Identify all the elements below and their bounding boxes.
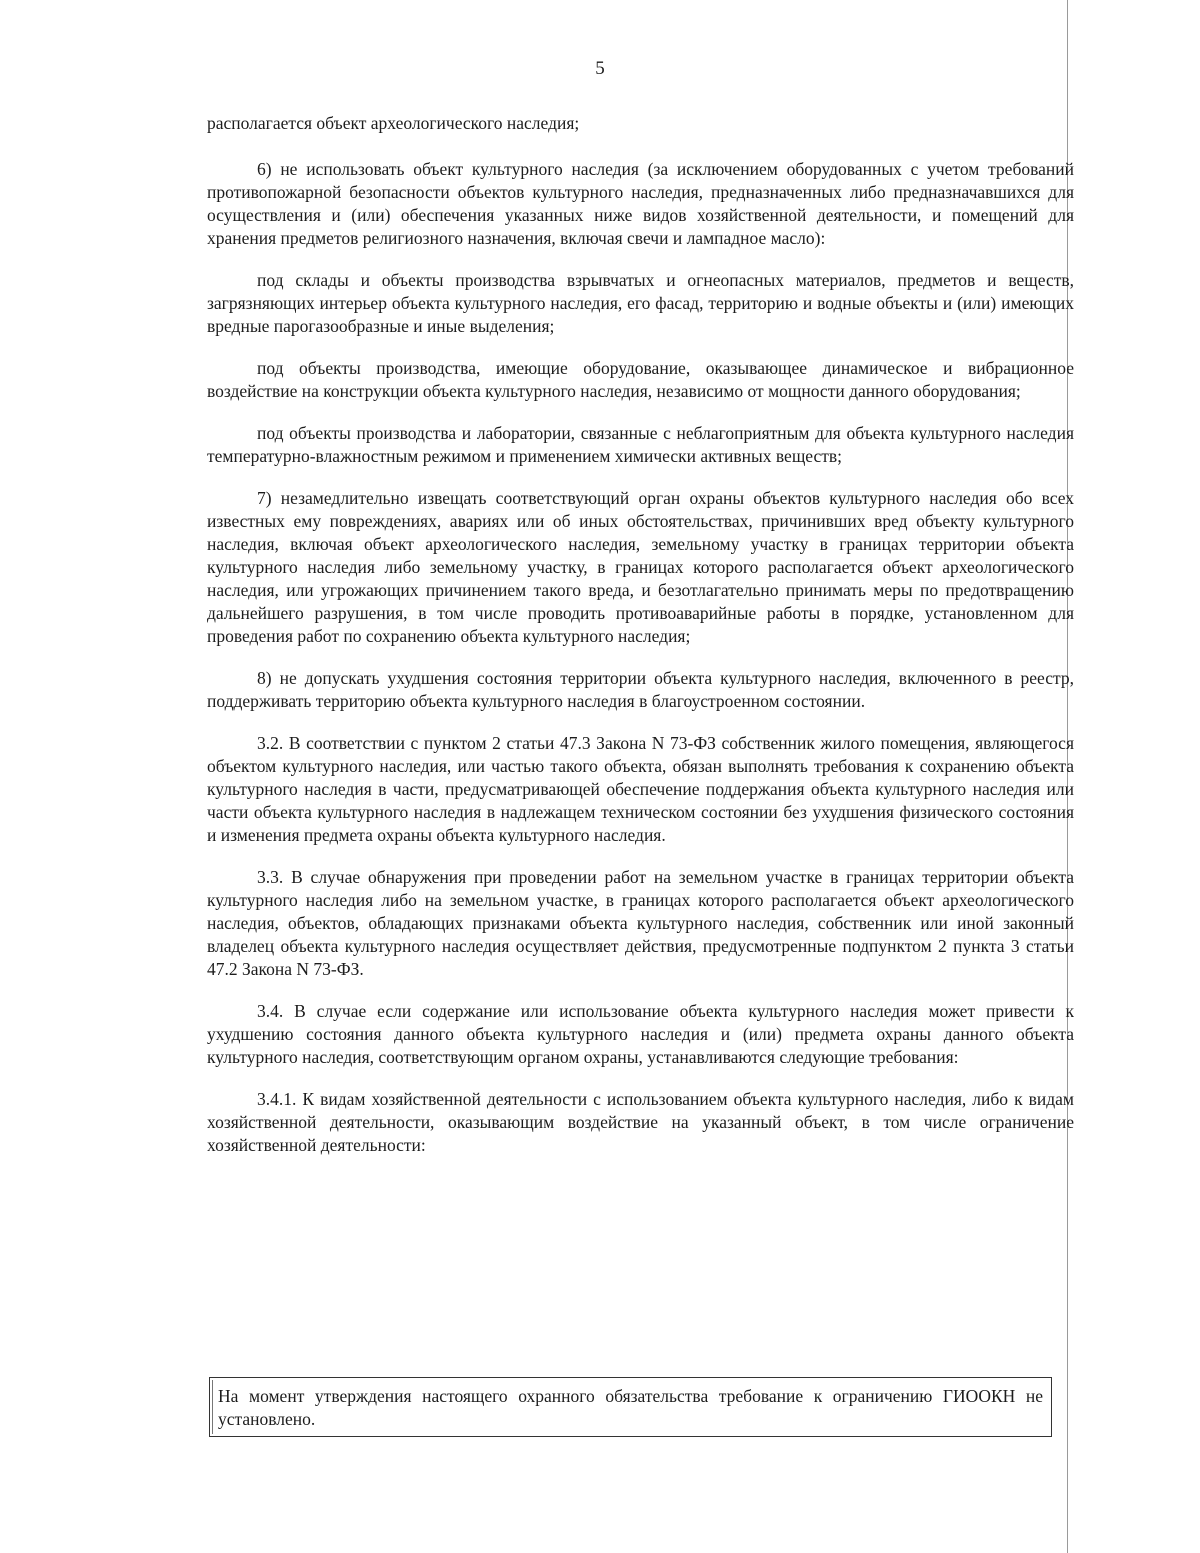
paragraph-3-2: 3.2. В соответствии с пунктом 2 статьи 47.3 Закона N 73-ФЗ собственник жилого помещения, являющегося объектом культурного наследия, или частью такого объекта, обязан выполнять требования к сохранению объекта культурного наследия в части, предусматривающей обеспечение поддержания объекта культурного наследия или части объекта культурного наследия в надлежащем техническом состоянии без ухудшения физического состояния и изменения предмета охраны объекта культурного наследия.	[207, 733, 1074, 845]
document-body	[207, 112, 1074, 1176]
paragraph-continuation: располагается объект археологического наследия;	[207, 113, 580, 133]
paragraph-item-6: 6) не использовать объект культурного наследия (за исключением оборудованных с учетом требований противопожарной безопасности объектов культурного наследия, предназначенных либо предназначавшихся для осуществления и (или) обеспечения указанных ниже видов хозяйственной деятельности, и помещений для хранения предметов религиозного назначения, включая свечи и лампадное масло):	[207, 159, 1074, 248]
paragraph-item-6-production: под объекты производства, имеющие оборудование, оказывающее динамическое и вибрационное воздействие на конструкции объекта культурного наследия, независимо от мощности данного оборудования;	[207, 358, 1074, 401]
notice-text: На момент утверждения настоящего охранного обязательства требование к ограничению ГИООКН не установлено.	[218, 1386, 1043, 1429]
paragraph-3-4-1: 3.4.1. К видам хозяйственной деятельности с использованием объекта культурного наследия, либо к видам хозяйственной деятельности, оказывающим воздействие на указанный объект, в том числе ограничение хозяйственной деятельности:	[207, 1089, 1074, 1155]
paragraph-item-6-laboratories: под объекты производства и лаборатории, связанные с неблагоприятным для объекта культурного наследия температурно-влажностным режимом и применением химически активных веществ;	[207, 423, 1074, 466]
page-number: 5	[595, 58, 605, 79]
notice-box	[209, 1377, 1052, 1437]
paragraph-item-7: 7) незамедлительно извещать соответствующий орган охраны объектов культурного наследия обо всех известных ему повреждениях, авариях или об иных обстоятельствах, причинивших вред объекту культурного наследия, включая объект археологического наследия, земельному участку в границах территории объекта культурного наследия либо земельному участку, в границах которого располагается объект археологического наследия, или угрожающих причинением такого вреда, и безотлагательно принимать меры по предотвращению дальнейшего разрушения, в том числе проводить противоаварийные работы в порядке, установленном для проведения работ по сохранению объекта культурного наследия;	[207, 488, 1074, 646]
paragraph-3-3: 3.3. В случае обнаружения при проведении работ на земельном участке в границах территории объекта культурного наследия либо на земельном участке, в границах которого располагается объект археологического наследия, объектов, обладающих признаками объекта культурного наследия, собственник или иной законный владелец объекта культурного наследия осуществляет действия, предусмотренные подпунктом 2 пункта 3 статьи 47.2 Закона N 73-ФЗ.	[207, 867, 1074, 979]
paragraph-item-6-warehouses: под склады и объекты производства взрывчатых и огнеопасных материалов, предметов и веществ, загрязняющих интерьер объекта культурного наследия, его фасад, территорию и водные объекты и (или) имеющих вредные парогазообразные и иные выделения;	[207, 270, 1074, 336]
paragraph-3-4: 3.4. В случае если содержание или использование объекта культурного наследия может привести к ухудшению состояния данного объекта культурного наследия и (или) предмета охраны данного объекта культурного наследия, соответствующим органом охраны, устанавливаются следующие требования:	[207, 1001, 1074, 1067]
paragraph-item-8: 8) не допускать ухудшения состояния территории объекта культурного наследия, включенного в реестр, поддерживать территорию объекта культурного наследия в благоустроенном состоянии.	[207, 668, 1074, 711]
